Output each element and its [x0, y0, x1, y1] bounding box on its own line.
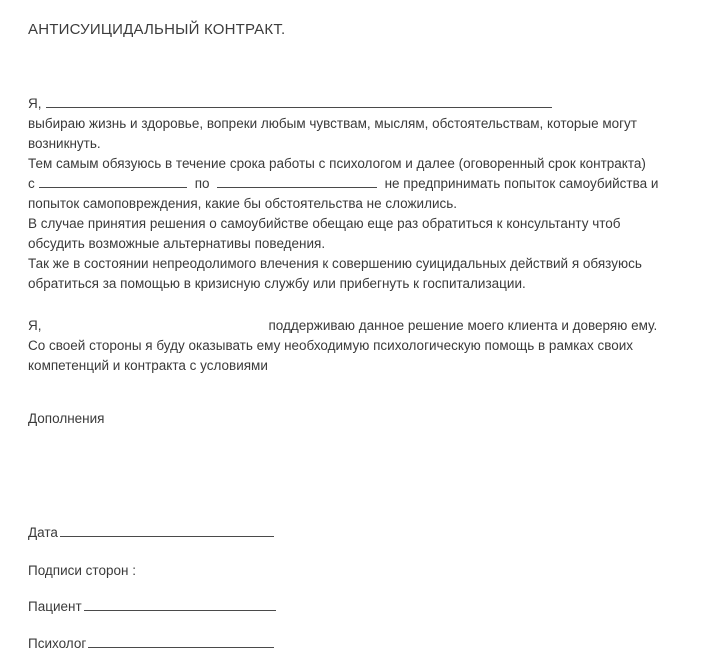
date-line — [28, 523, 711, 543]
contract-period-line — [28, 174, 711, 194]
contract-line: обсудить возможные альтернативы поведения. — [28, 236, 326, 251]
contract-line: попыток самоповреждения, какие бы обстоятельства не сложились. — [28, 196, 458, 211]
patient-intro-line — [28, 94, 711, 114]
psychologist-signature-blank — [88, 634, 274, 648]
psychologist-intro-tail: поддерживаю данное решение моего клиента и доверяю ему. — [268, 318, 658, 333]
patient-declaration — [28, 94, 711, 294]
contract-line: возникнуть. — [28, 136, 101, 151]
patient-name-blank — [46, 94, 552, 108]
date-label: Дата — [28, 525, 58, 540]
psychologist-signature-line — [28, 634, 711, 654]
date-blank — [60, 523, 274, 537]
contract-line: В случае принятия решения о самоубийстве обещаю еще раз обратиться к консультанту чтоб — [28, 216, 621, 231]
period-tail-text: не предпринимать попыток самоубийства и — [384, 176, 659, 191]
document-title: АНТИСУИЦИДАЛЬНЫЙ КОНТРАКТ. — [28, 21, 286, 38]
period-to-label: по — [194, 176, 210, 191]
patient-intro-prefix: Я, — [28, 96, 42, 111]
patient-signature-blank — [84, 597, 276, 611]
psychologist-signature-label: Психолог — [28, 636, 87, 651]
psychologist-intro-line — [28, 316, 711, 336]
patient-signature-label: Пациент — [28, 599, 82, 614]
contract-line: компетенций и контракта с условиями — [28, 358, 268, 373]
period-to-blank — [217, 174, 377, 188]
signatures-heading: Подписи сторон : — [28, 563, 136, 578]
contract-line: выбираю жизнь и здоровье, вопреки любым чувствам, мыслям, обстоятельствам, которые могут — [28, 116, 637, 131]
period-from-label: с — [28, 176, 35, 191]
period-from-blank — [39, 174, 187, 188]
contract-line: Так же в состоянии непреодолимого влечения к совершению суицидальных действий я обязуюсь — [28, 256, 642, 271]
contract-line: Со своей стороны я буду оказывать ему необходимую психологическую помощь в рамках своих — [28, 338, 634, 353]
additions-label: Дополнения — [28, 411, 105, 426]
psychologist-intro-prefix: Я, — [28, 318, 42, 333]
psychologist-declaration — [28, 316, 711, 376]
patient-signature-line — [28, 597, 711, 617]
contract-line: Тем самым обязуюсь в течение срока работы с психологом и далее (оговоренный срок контракта) — [28, 156, 646, 171]
contract-line: обратиться за помощью в кризисную службу или прибегнуть к госпитализации. — [28, 276, 526, 291]
